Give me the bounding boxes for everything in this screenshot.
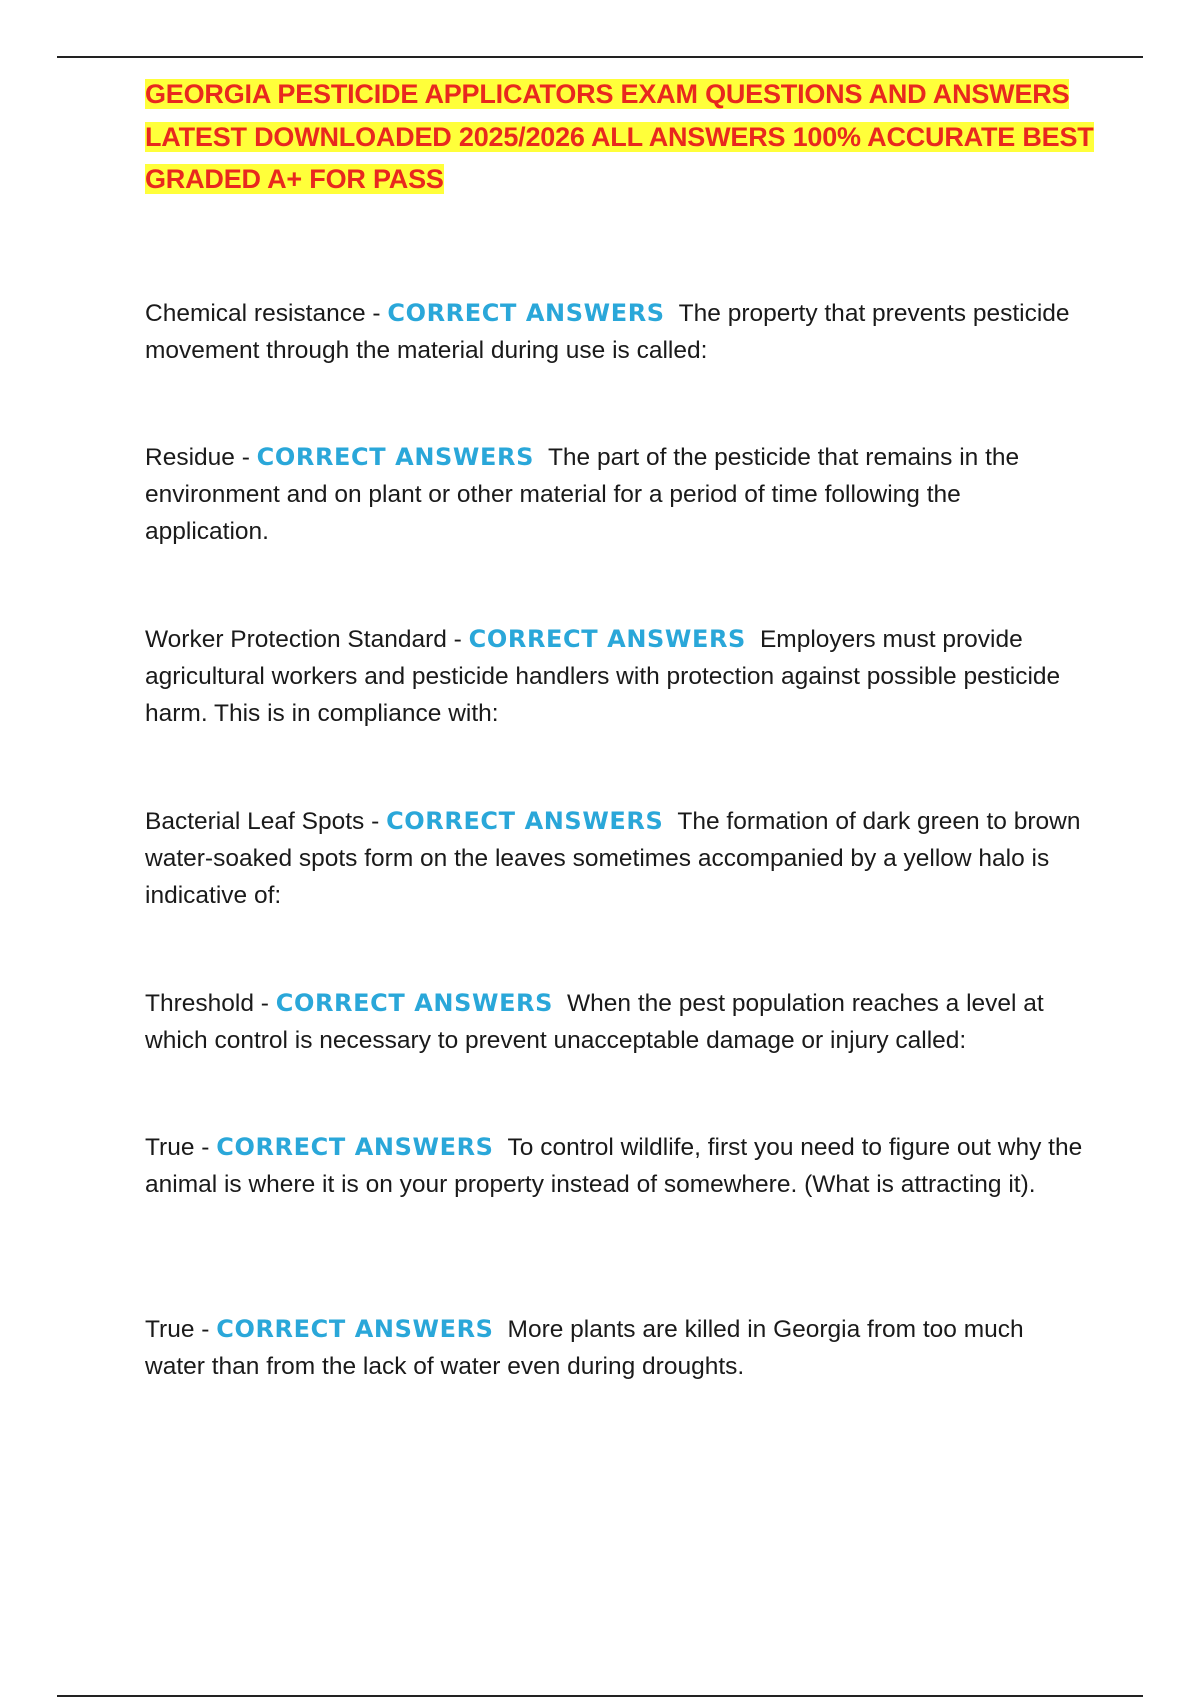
correct-answers-label: CORRECT ANSWERS <box>387 299 665 327</box>
bottom-rule <box>57 1695 1143 1697</box>
entry-question: The property that prevents pesticide movement through the material during use is called: <box>145 300 1070 364</box>
entry-separator: - <box>194 1316 217 1343</box>
qa-entry <box>145 1311 1090 1385</box>
qa-entry <box>145 1129 1090 1203</box>
entry-question: To control wildlife, first you need to figure out why the animal is where it is on your property instead of somewhere. (What is attracting it). <box>145 1134 1083 1198</box>
entry-answer: Worker Protection Standard <box>145 626 447 653</box>
entry-separator: - <box>234 444 257 471</box>
entry-answer: Bacterial Leaf Spots <box>145 808 365 835</box>
document-title <box>145 73 1105 201</box>
correct-answers-label: CORRECT ANSWERS <box>216 1315 494 1343</box>
entry-question: The part of the pesticide that remains in the environment and on plant or other material for a period of time following the application. <box>145 444 1020 545</box>
entry-answer: Residue <box>145 444 235 471</box>
entry-separator: - <box>365 300 388 327</box>
entry-question: When the pest population reaches a level at which control is necessary to prevent unacceptable damage or injury called: <box>145 990 1044 1054</box>
entry-answer: Threshold <box>145 990 254 1017</box>
qa-entry <box>145 803 1090 914</box>
entry-separator: - <box>364 808 387 835</box>
qa-entry <box>145 439 1090 550</box>
entry-answer: True <box>145 1134 195 1161</box>
correct-answers-label: CORRECT ANSWERS <box>216 1133 494 1161</box>
entry-separator: - <box>446 626 469 653</box>
entry-answer: True <box>145 1316 195 1343</box>
qa-entry <box>145 621 1090 732</box>
document-title-text: GEORGIA PESTICIDE APPLICATORS EXAM QUESTIONS AND ANSWERS LATEST DOWNLOADED 2025/2026 ALL ANSWERS 100% ACCURATE BEST GRADED A+ FOR PASS <box>145 79 1094 194</box>
qa-entry <box>145 985 1090 1059</box>
entry-question: More plants are killed in Georgia from too much water than from the lack of water even during droughts. <box>145 1316 1024 1380</box>
entry-answer: Chemical resistance <box>145 300 366 327</box>
top-rule <box>57 56 1143 58</box>
entry-question: The formation of dark green to brown water-soaked spots form on the leaves sometimes accompanied by a yellow halo is indicative of: <box>145 808 1081 909</box>
entry-separator: - <box>194 1134 217 1161</box>
correct-answers-label: CORRECT ANSWERS <box>275 989 554 1017</box>
entry-separator: - <box>253 990 276 1017</box>
correct-answers-label: CORRECT ANSWERS <box>256 443 534 471</box>
correct-answers-label: CORRECT ANSWERS <box>386 807 664 835</box>
entry-question: Employers must provide agricultural workers and pesticide handlers with protection against possible pesticide harm. This is in compliance with: <box>145 626 1061 727</box>
qa-entry <box>145 295 1090 369</box>
correct-answers-label: CORRECT ANSWERS <box>468 625 746 653</box>
